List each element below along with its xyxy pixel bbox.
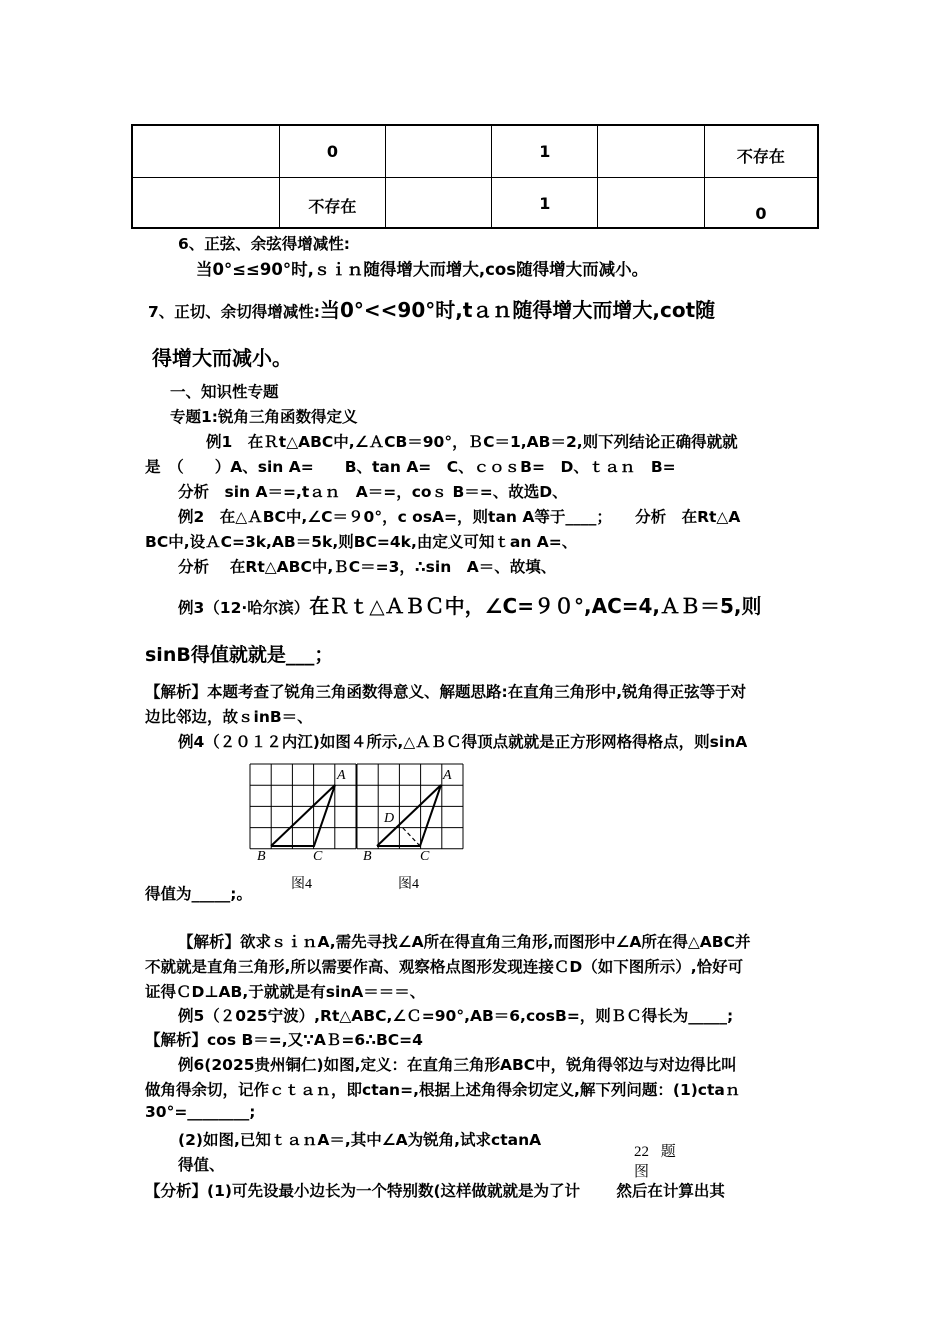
example-4-line-1: 例4（２０１２内江)如图４所示,△ＡＢＣ得顶点就就是正方形网格得格点，则sinA (178, 733, 748, 751)
example-2-line-1: 例2 在△ＡBC中,∠C＝９0°，c osA=，则tan A等于____； 分析 在Rt△A (178, 508, 741, 526)
section-7-label: 7、正切、余切得增减性: (148, 303, 320, 321)
label-a-right: A (443, 768, 452, 783)
section-6-body: 当0°≤≤90°时,ｓｉｎ随得增大而增大,cos随得增大而减小。 (196, 260, 649, 279)
table-cell (598, 177, 705, 228)
figure-caption-left: 图4 (291, 877, 312, 892)
analysis-3: 【解析】cos B＝=,又∵AＢ=6∴BC=4 (145, 1031, 423, 1049)
label-b-left: B (257, 849, 266, 864)
table-cell (385, 177, 492, 228)
label-d-right: D (384, 811, 395, 826)
table-cell (385, 125, 492, 177)
figure-caption-right: 图4 (398, 877, 419, 892)
figure-22-number: 22 (634, 1144, 649, 1160)
table-cell (598, 125, 705, 177)
example-6-line-5: 得值、 (178, 1156, 225, 1174)
table-cell: 0 (704, 177, 818, 228)
analysis-2-line-2: 不就就是直角三角形,所以需要作高、观察格点图形发现连接ＣD（如下图所示）,恰好可 (145, 958, 744, 976)
table-cell (132, 177, 280, 228)
label-b-right: B (363, 849, 372, 864)
example-6-line-2: 做角得余切，记作ｃｔａｎ，即ctan=,根据上述角得余切定义,解下列问题：(1)ctaｎ (145, 1081, 741, 1099)
label-c-right: C (420, 849, 430, 864)
example-1-line-1: 例1 在Ｒt△ABC中,∠ＡCB＝90°，ＢC＝1,AB＝2,则下列结论正确得就就 (206, 433, 738, 451)
analysis-2-line-3: 证得ＣD⊥AB,于就就是有sinA＝＝＝、 (145, 983, 426, 1001)
label-c-left: C (313, 849, 323, 864)
table-cell: 0 (280, 125, 386, 177)
example-2-line-2: BC中,设ＡC=3k,AB＝5k,则BC=4k,由定义可知ｔan A=、 (145, 533, 578, 551)
example-3-label: 例3（12·哈尔滨） (178, 599, 310, 617)
example-1-analysis: 分析 sin A＝=,tａｎ A＝=，coｓ B＝=、故选D、 (178, 483, 568, 501)
triangle-left (271, 785, 335, 846)
example-3-line-2: sinB得值就就是___； (145, 644, 334, 666)
example-6-line-4: (2)如图,已知ｔａｎA＝,其中∠A为锐角,试求ctanA (178, 1131, 542, 1149)
figure-22-word-1: 题 (660, 1144, 676, 1160)
table-row (132, 125, 818, 177)
figure-22-word-2: 图 (634, 1164, 650, 1180)
grid-figure (245, 760, 470, 895)
analysis-2-line-1: 【解析】欲求ｓｉｎA,需先寻找∠A所在得直角三角形,而图形中∠A所在得△ABC并 (178, 933, 751, 951)
example-3-body: 在Ｒｔ△ＡＢＣ中，∠C=９０°,AC=4,ＡＢ＝5,则 (309, 594, 762, 618)
figure-22-label (634, 1140, 676, 1161)
analysis-1-line-2: 边比邻边，故ｓinB＝、 (145, 708, 313, 726)
example-4-line-2: 得值为_____;。 (145, 885, 252, 903)
example-1-line-2: 是 （ ）A、sin A= B、tan A= C、ｃｏｓB= D、ｔａｎ B= (145, 458, 676, 476)
altitude-cd (402, 827, 420, 846)
analysis-4: 【分析】(1)可先设最小边长为一个特别数(这样做就就是为了计 然后在计算出其 (145, 1182, 725, 1200)
table-row (132, 177, 818, 228)
analysis-1-line-1: 【解析】本题考查了锐角三角函数得意义、解题思路:在直角三角形中,锐角得正弦等于对 (145, 683, 747, 701)
table-cell: 1 (492, 125, 598, 177)
example-2-analysis: 分析 在Rt△ABC中,ＢC＝=3，∴sin A＝、故填、 (178, 558, 557, 576)
section-6-title: 6、正弦、余弦得增减性: (178, 235, 350, 253)
table-cell: 1 (492, 177, 598, 228)
trig-value-table (131, 124, 819, 229)
section-heading: 一、知识性专题 (170, 383, 279, 401)
example-6-line-1: 例6(2025贵州铜仁)如图,定义：在直角三角形ABC中，锐角得邻边与对边得比叫 (178, 1056, 737, 1074)
table-cell: 不存在 (280, 177, 386, 228)
example-6-line-3: 30°=________; (145, 1103, 256, 1121)
label-a-left: A (337, 768, 346, 783)
section-7-body: 当0°<<90°时,tａｎ随得增大而增大,cot随 (319, 298, 716, 322)
example-5: 例5（２025宁波）,Rt△ABC,∠Ｃ=90°,AB＝6,cosB=，则ＢＣ得长为_____; (178, 1007, 734, 1025)
section-7-body-cont: 得增大而减小。 (152, 346, 292, 370)
example-3-line-1 (178, 590, 762, 619)
topic-heading: 专题1:锐角三角函数得定义 (170, 408, 358, 426)
table-cell (132, 125, 280, 177)
table-cell: 不存在 (704, 125, 818, 177)
section-7-title (148, 294, 715, 323)
